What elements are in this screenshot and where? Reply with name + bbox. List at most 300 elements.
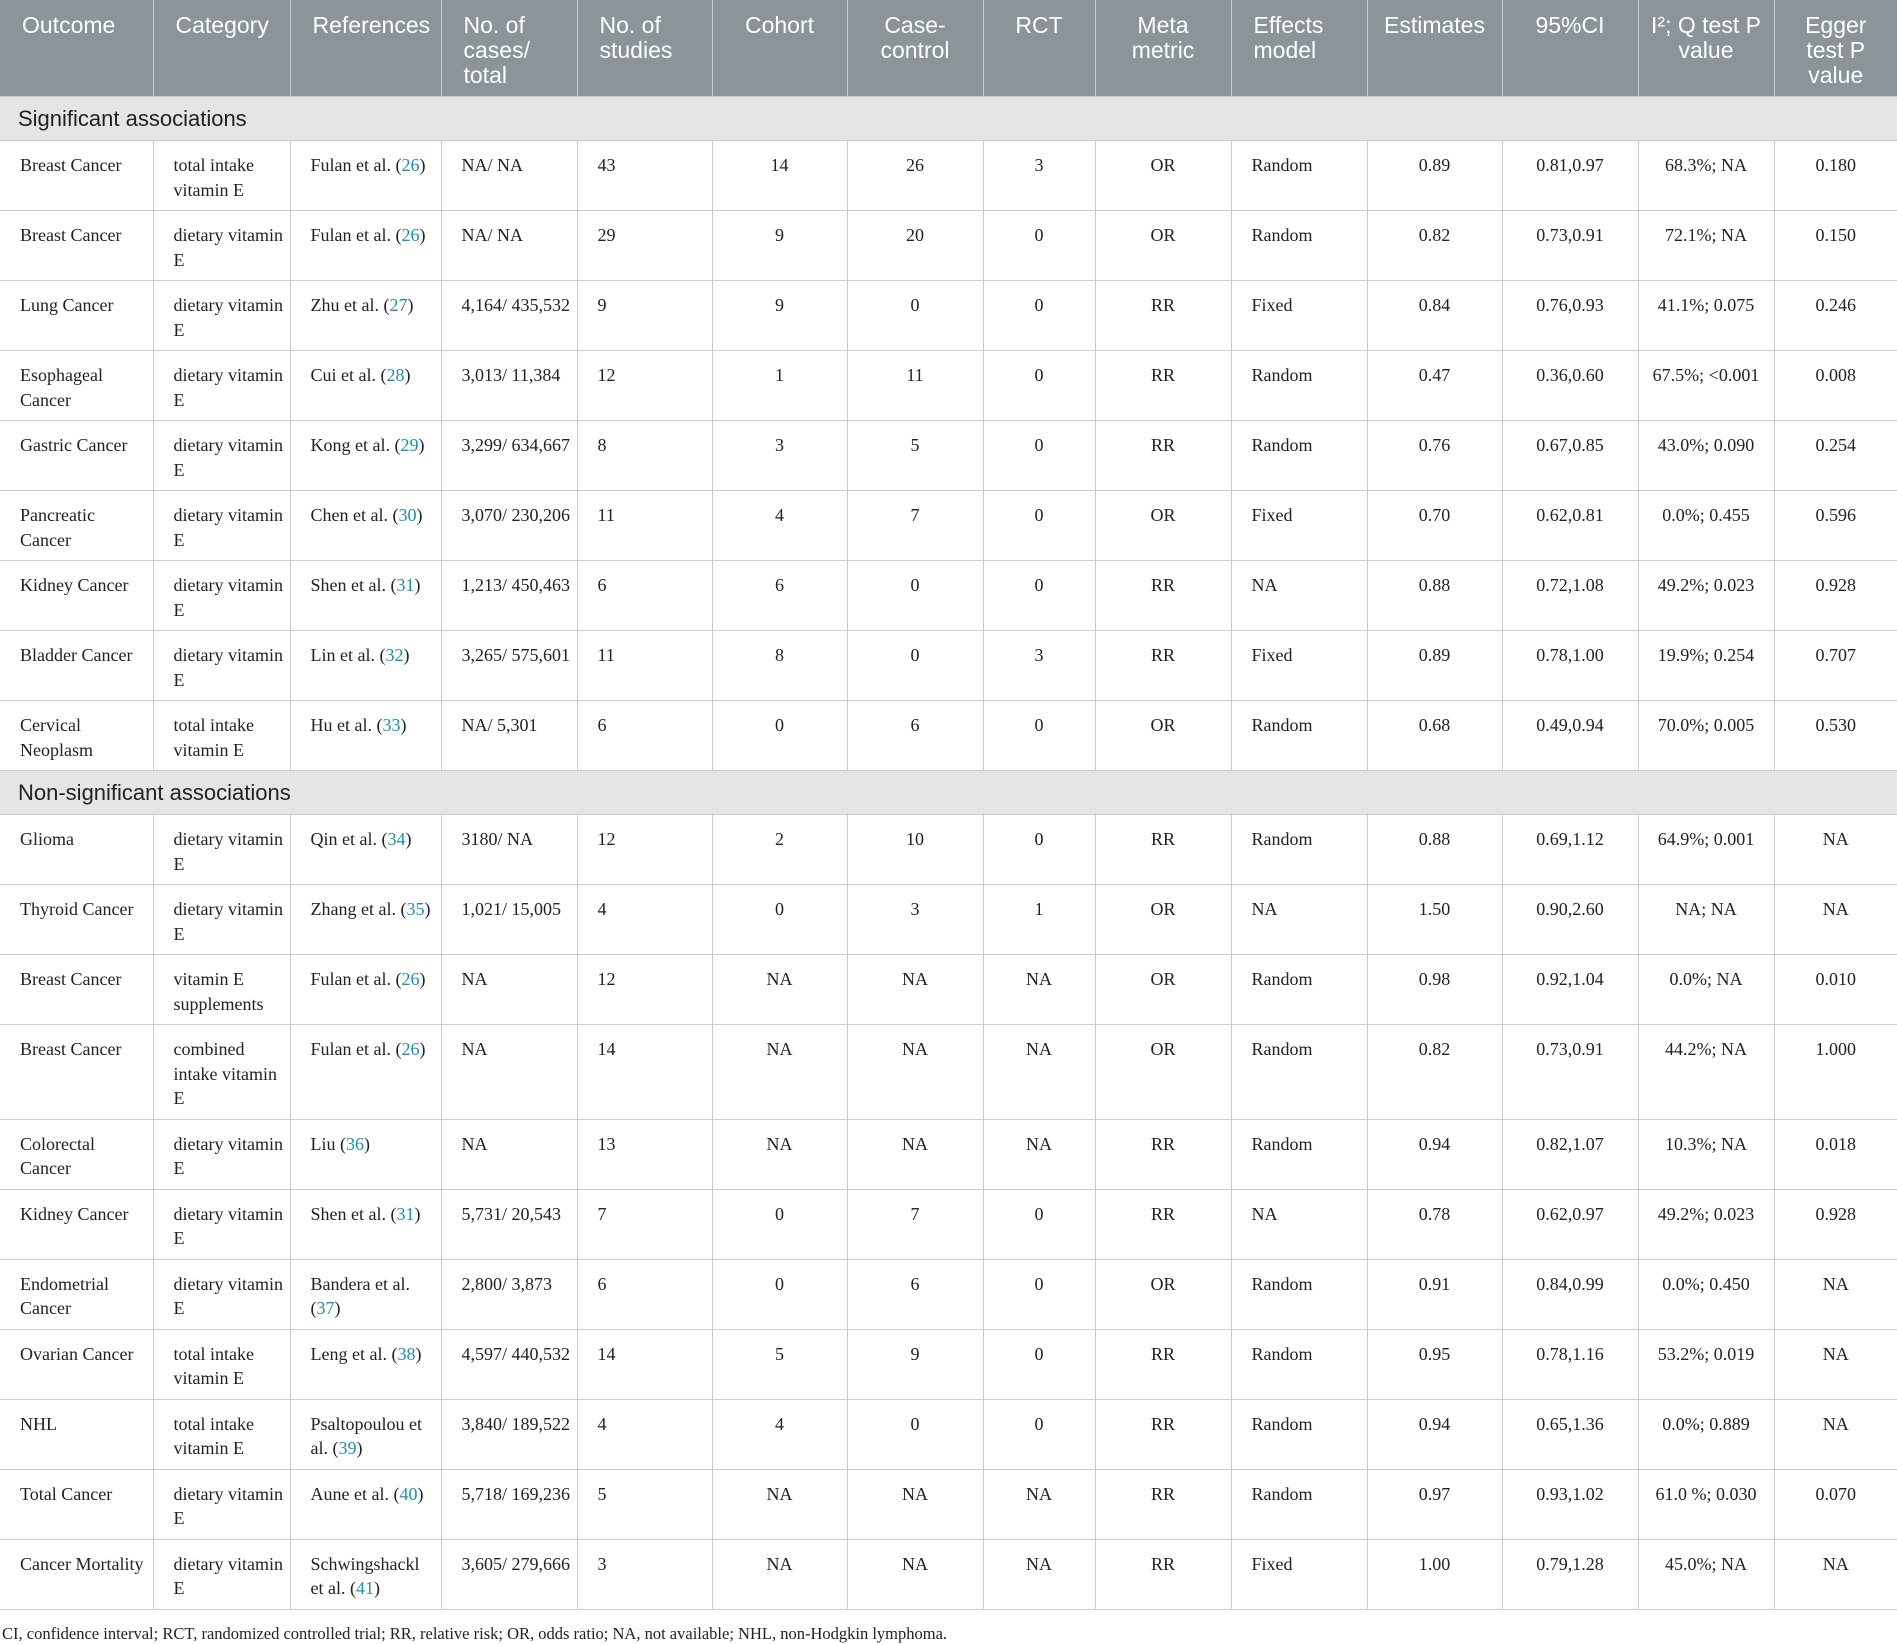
- category-cell: total intake vitamin E: [153, 1329, 290, 1399]
- i2-q-cell: 0.0%; 0.889: [1638, 1399, 1774, 1469]
- case-control-cell: NA: [847, 1025, 983, 1120]
- citation-link[interactable]: 39: [338, 1438, 357, 1458]
- egger-cell: 0.596: [1774, 491, 1897, 561]
- cases-total-cell: 3,299/ 634,667: [441, 421, 577, 491]
- studies-cell: 6: [577, 561, 712, 631]
- case-control-cell: NA: [847, 1539, 983, 1609]
- reference-close: ): [405, 829, 412, 849]
- effects-model-cell: NA: [1231, 561, 1367, 631]
- col-header-case-control: Case-control: [847, 0, 983, 97]
- rct-cell: 0: [983, 561, 1095, 631]
- citation-link[interactable]: 26: [401, 155, 420, 175]
- rct-cell: 0: [983, 281, 1095, 351]
- category-cell: dietary vitamin E: [153, 1189, 290, 1259]
- i2-q-cell: 61.0 %; 0.030: [1638, 1469, 1774, 1539]
- col-header-egger: Egger test P value: [1774, 0, 1897, 97]
- cohort-cell: 6: [712, 561, 847, 631]
- table-row: [0, 701, 1897, 771]
- studies-cell: 13: [577, 1119, 712, 1189]
- section-header-row: [0, 97, 1897, 141]
- ci-cell: 0.84,0.99: [1502, 1259, 1638, 1329]
- cases-total-cell: 4,164/ 435,532: [441, 281, 577, 351]
- studies-cell: 43: [577, 141, 712, 211]
- outcome-cell: Bladder Cancer: [0, 631, 153, 701]
- rct-cell: 0: [983, 815, 1095, 885]
- table-row: [0, 1539, 1897, 1609]
- col-header-cohort: Cohort: [712, 0, 847, 97]
- egger-cell: 0.150: [1774, 211, 1897, 281]
- cases-total-cell: 1,021/ 15,005: [441, 885, 577, 955]
- estimate-cell: 0.47: [1367, 351, 1502, 421]
- outcome-cell: Kidney Cancer: [0, 561, 153, 631]
- effects-model-cell: Random: [1231, 1399, 1367, 1469]
- col-header-meta-metric: Meta metric: [1095, 0, 1231, 97]
- ci-cell: 0.69,1.12: [1502, 815, 1638, 885]
- table-row: [0, 561, 1897, 631]
- ci-cell: 0.76,0.93: [1502, 281, 1638, 351]
- meta-metric-cell: OR: [1095, 141, 1231, 211]
- col-header-outcome: Outcome: [0, 0, 153, 97]
- reference-close: ): [414, 575, 421, 595]
- citation-link[interactable]: 29: [400, 435, 419, 455]
- table-row: [0, 1329, 1897, 1399]
- rct-cell: 0: [983, 491, 1095, 561]
- egger-cell: 0.254: [1774, 421, 1897, 491]
- estimate-cell: 1.00: [1367, 1539, 1502, 1609]
- studies-cell: 12: [577, 351, 712, 421]
- meta-metric-cell: RR: [1095, 1119, 1231, 1189]
- egger-cell: 0.010: [1774, 955, 1897, 1025]
- effects-model-cell: Random: [1231, 141, 1367, 211]
- i2-q-cell: 0.0%; 0.450: [1638, 1259, 1774, 1329]
- ci-cell: 0.82,1.07: [1502, 1119, 1638, 1189]
- reference-close: ): [373, 1578, 380, 1598]
- rct-cell: NA: [983, 1025, 1095, 1120]
- meta-metric-cell: RR: [1095, 1469, 1231, 1539]
- col-header-effects-model: Effects model: [1231, 0, 1367, 97]
- reference-text: Lin et al. (: [310, 645, 386, 665]
- cohort-cell: NA: [712, 1119, 847, 1189]
- category-cell: dietary vitamin E: [153, 1119, 290, 1189]
- outcome-cell: Cancer Mortality: [0, 1539, 153, 1609]
- meta-metric-cell: RR: [1095, 561, 1231, 631]
- i2-q-cell: 10.3%; NA: [1638, 1119, 1774, 1189]
- i2-q-cell: 49.2%; 0.023: [1638, 1189, 1774, 1259]
- category-cell: dietary vitamin E: [153, 1469, 290, 1539]
- outcome-cell: Gastric Cancer: [0, 421, 153, 491]
- case-control-cell: 3: [847, 885, 983, 955]
- i2-q-cell: 0.0%; 0.455: [1638, 491, 1774, 561]
- cohort-cell: NA: [712, 1539, 847, 1609]
- citation-link[interactable]: 31: [396, 575, 415, 595]
- case-control-cell: NA: [847, 1469, 983, 1539]
- egger-cell: NA: [1774, 885, 1897, 955]
- meta-metric-cell: RR: [1095, 1189, 1231, 1259]
- effects-model-cell: Random: [1231, 1259, 1367, 1329]
- effects-model-cell: Random: [1231, 1025, 1367, 1120]
- case-control-cell: 6: [847, 701, 983, 771]
- outcome-cell: NHL: [0, 1399, 153, 1469]
- outcome-cell: Lung Cancer: [0, 281, 153, 351]
- reference-text: Chen et al. (: [310, 505, 399, 525]
- outcome-cell: Kidney Cancer: [0, 1189, 153, 1259]
- case-control-cell: NA: [847, 955, 983, 1025]
- citation-link[interactable]: 30: [398, 505, 417, 525]
- rct-cell: 3: [983, 141, 1095, 211]
- citation-link[interactable]: 33: [382, 715, 401, 735]
- citation-link[interactable]: 27: [389, 295, 408, 315]
- reference-text: Shen et al. (: [310, 1203, 397, 1224]
- outcome-cell: Glioma: [0, 815, 153, 885]
- outcome-cell: Thyroid Cancer: [0, 885, 153, 955]
- meta-metric-cell: OR: [1095, 955, 1231, 1025]
- i2-q-cell: 53.2%; 0.019: [1638, 1329, 1774, 1399]
- category-cell: dietary vitamin E: [153, 1539, 290, 1609]
- effects-model-cell: Random: [1231, 351, 1367, 421]
- reference-text: Hu et al. (: [310, 715, 383, 735]
- reference-text: Fulan et al. (: [310, 225, 402, 245]
- case-control-cell: 11: [847, 351, 983, 421]
- citation-link[interactable]: 31: [396, 1203, 415, 1224]
- outcome-cell: Breast Cancer: [0, 211, 153, 281]
- effects-model-cell: Fixed: [1231, 631, 1367, 701]
- meta-metric-cell: OR: [1095, 1025, 1231, 1120]
- i2-q-cell: 41.1%; 0.075: [1638, 281, 1774, 351]
- studies-cell: 11: [577, 491, 712, 561]
- egger-cell: NA: [1774, 1259, 1897, 1329]
- reference-text: Zhang et al. (: [310, 899, 407, 919]
- reference-close: ): [403, 645, 410, 665]
- ci-cell: 0.72,1.08: [1502, 561, 1638, 631]
- outcome-cell: Breast Cancer: [0, 955, 153, 1025]
- cohort-cell: 8: [712, 631, 847, 701]
- studies-cell: 8: [577, 421, 712, 491]
- reference-close: ): [414, 1203, 421, 1224]
- citation-link[interactable]: 38: [397, 1343, 416, 1364]
- ci-cell: 0.93,1.02: [1502, 1469, 1638, 1539]
- egger-cell: 0.008: [1774, 351, 1897, 421]
- citation-link[interactable]: 26: [401, 1039, 420, 1059]
- meta-metric-cell: OR: [1095, 211, 1231, 281]
- cases-total-cell: 3,013/ 11,384: [441, 351, 577, 421]
- rct-cell: 0: [983, 1189, 1095, 1259]
- reference-text: Qin et al. (: [310, 829, 388, 849]
- citation-link[interactable]: 26: [401, 225, 420, 245]
- table-row: [0, 141, 1897, 211]
- egger-cell: NA: [1774, 1399, 1897, 1469]
- cases-total-cell: 1,213/ 450,463: [441, 561, 577, 631]
- cohort-cell: NA: [712, 955, 847, 1025]
- i2-q-cell: 19.9%; 0.254: [1638, 631, 1774, 701]
- col-header-ci: 95%CI: [1502, 0, 1638, 97]
- ci-cell: 0.67,0.85: [1502, 421, 1638, 491]
- reference-close: ): [418, 435, 425, 455]
- citation-link[interactable]: 35: [406, 899, 425, 919]
- reference-text: Kong et al. (: [310, 435, 401, 455]
- category-cell: dietary vitamin E: [153, 421, 290, 491]
- reference-cell: [290, 885, 441, 955]
- egger-cell: 0.530: [1774, 701, 1897, 771]
- reference-close: ): [415, 1343, 422, 1364]
- case-control-cell: 7: [847, 491, 983, 561]
- ci-cell: 0.81,0.97: [1502, 141, 1638, 211]
- studies-cell: 12: [577, 815, 712, 885]
- reference-cell: [290, 421, 441, 491]
- effects-model-cell: Random: [1231, 1469, 1367, 1539]
- meta-metric-cell: RR: [1095, 631, 1231, 701]
- reference-text: Bandera et al. (: [310, 1273, 410, 1318]
- studies-cell: 29: [577, 211, 712, 281]
- case-control-cell: 20: [847, 211, 983, 281]
- i2-q-cell: 0.0%; NA: [1638, 955, 1774, 1025]
- i2-q-cell: 44.2%; NA: [1638, 1025, 1774, 1120]
- table-row: [0, 1119, 1897, 1189]
- category-cell: total intake vitamin E: [153, 141, 290, 211]
- meta-metric-cell: OR: [1095, 1259, 1231, 1329]
- egger-cell: 0.018: [1774, 1119, 1897, 1189]
- reference-cell: [290, 1189, 441, 1259]
- i2-q-cell: 68.3%; NA: [1638, 141, 1774, 211]
- ci-cell: 0.65,1.36: [1502, 1399, 1638, 1469]
- table-row: [0, 885, 1897, 955]
- ci-cell: 0.36,0.60: [1502, 351, 1638, 421]
- i2-q-cell: 64.9%; 0.001: [1638, 815, 1774, 885]
- rct-cell: 0: [983, 211, 1095, 281]
- meta-metric-cell: RR: [1095, 1539, 1231, 1609]
- cases-total-cell: NA/ 5,301: [441, 701, 577, 771]
- cohort-cell: 9: [712, 211, 847, 281]
- rct-cell: 3: [983, 631, 1095, 701]
- effects-model-cell: Random: [1231, 701, 1367, 771]
- table-row: [0, 1469, 1897, 1539]
- cohort-cell: 3: [712, 421, 847, 491]
- egger-cell: 0.928: [1774, 1189, 1897, 1259]
- citation-link[interactable]: 28: [386, 365, 405, 385]
- reference-cell: [290, 815, 441, 885]
- meta-metric-cell: OR: [1095, 491, 1231, 561]
- reference-cell: [290, 631, 441, 701]
- meta-metric-cell: RR: [1095, 1329, 1231, 1399]
- citation-link[interactable]: 26: [401, 969, 420, 989]
- reference-cell: [290, 1539, 441, 1609]
- studies-cell: 9: [577, 281, 712, 351]
- reference-cell: [290, 351, 441, 421]
- cases-total-cell: 3,605/ 279,666: [441, 1539, 577, 1609]
- citation-link[interactable]: 37: [316, 1298, 335, 1318]
- reference-close: ): [419, 225, 426, 245]
- studies-cell: 4: [577, 1399, 712, 1469]
- cohort-cell: 9: [712, 281, 847, 351]
- reference-close: ): [419, 155, 426, 175]
- category-cell: dietary vitamin E: [153, 491, 290, 561]
- effects-model-cell: NA: [1231, 885, 1367, 955]
- reference-cell: [290, 491, 441, 561]
- reference-text: Schwingshackl et al. (: [310, 1553, 420, 1598]
- reference-cell: [290, 1329, 441, 1399]
- estimate-cell: 0.94: [1367, 1119, 1502, 1189]
- case-control-cell: 10: [847, 815, 983, 885]
- cohort-cell: 0: [712, 1189, 847, 1259]
- outcome-cell: Colorectal Cancer: [0, 1119, 153, 1189]
- ci-cell: 0.78,1.16: [1502, 1329, 1638, 1399]
- cohort-cell: 1: [712, 351, 847, 421]
- estimate-cell: 0.89: [1367, 141, 1502, 211]
- studies-cell: 11: [577, 631, 712, 701]
- table-row: [0, 351, 1897, 421]
- case-control-cell: 9: [847, 1329, 983, 1399]
- header-row: [0, 0, 1897, 97]
- ci-cell: 0.78,1.00: [1502, 631, 1638, 701]
- estimate-cell: 0.68: [1367, 701, 1502, 771]
- reference-close: ): [364, 1133, 370, 1154]
- reference-close: ): [356, 1438, 363, 1458]
- reference-close: ): [417, 1483, 424, 1504]
- col-header-rct: RCT: [983, 0, 1095, 97]
- table-body: [0, 97, 1897, 1610]
- estimate-cell: 0.94: [1367, 1399, 1502, 1469]
- case-control-cell: 5: [847, 421, 983, 491]
- estimate-cell: 1.50: [1367, 885, 1502, 955]
- table-footnote: CI, confidence interval; RCT, randomized controlled trial; RR, relative risk; OR, odds ratio; NA, not available; NHL, non-Hodgkin lymphoma.: [2, 1623, 948, 1643]
- cases-total-cell: 5,731/ 20,543: [441, 1189, 577, 1259]
- egger-cell: 0.180: [1774, 141, 1897, 211]
- meta-metric-cell: RR: [1095, 1399, 1231, 1469]
- case-control-cell: 26: [847, 141, 983, 211]
- i2-q-cell: NA; NA: [1638, 885, 1774, 955]
- studies-cell: 6: [577, 701, 712, 771]
- i2-q-cell: 67.5%; <0.001: [1638, 351, 1774, 421]
- estimate-cell: 0.88: [1367, 561, 1502, 631]
- ci-cell: 0.92,1.04: [1502, 955, 1638, 1025]
- cases-total-cell: NA: [441, 1119, 577, 1189]
- reference-text: Zhu et al. (: [310, 295, 390, 315]
- estimate-cell: 0.84: [1367, 281, 1502, 351]
- cohort-cell: 0: [712, 1259, 847, 1329]
- reference-cell: [290, 1259, 441, 1329]
- reference-text: Fulan et al. (: [310, 969, 402, 989]
- section-label: Significant associations: [0, 97, 1897, 141]
- rct-cell: NA: [983, 1469, 1095, 1539]
- cohort-cell: 0: [712, 701, 847, 771]
- estimate-cell: 0.78: [1367, 1189, 1502, 1259]
- egger-cell: 0.928: [1774, 561, 1897, 631]
- rct-cell: 0: [983, 421, 1095, 491]
- outcome-cell: Breast Cancer: [0, 141, 153, 211]
- ci-cell: 0.62,0.97: [1502, 1189, 1638, 1259]
- citation-link[interactable]: 36: [346, 1133, 364, 1154]
- studies-cell: 6: [577, 1259, 712, 1329]
- rct-cell: 1: [983, 885, 1095, 955]
- i2-q-cell: 70.0%; 0.005: [1638, 701, 1774, 771]
- citation-link[interactable]: 40: [399, 1483, 418, 1504]
- reference-text: Liu (: [310, 1133, 346, 1154]
- reference-text: Fulan et al. (: [310, 1039, 402, 1059]
- cases-total-cell: 4,597/ 440,532: [441, 1329, 577, 1399]
- studies-cell: 5: [577, 1469, 712, 1539]
- rct-cell: 0: [983, 351, 1095, 421]
- meta-metric-cell: OR: [1095, 885, 1231, 955]
- table-row: [0, 631, 1897, 701]
- reference-cell: [290, 1399, 441, 1469]
- cases-total-cell: 3,265/ 575,601: [441, 631, 577, 701]
- cohort-cell: NA: [712, 1025, 847, 1120]
- col-header-i2-q: I²; Q test P value: [1638, 0, 1774, 97]
- studies-cell: 12: [577, 955, 712, 1025]
- category-cell: dietary vitamin E: [153, 815, 290, 885]
- citation-link[interactable]: 34: [387, 829, 406, 849]
- citation-link[interactable]: 41: [355, 1578, 374, 1598]
- table-row: [0, 1025, 1897, 1120]
- rct-cell: 0: [983, 1329, 1095, 1399]
- reference-close: ): [400, 715, 407, 735]
- section-label: Non-significant associations: [0, 771, 1897, 815]
- case-control-cell: 7: [847, 1189, 983, 1259]
- rct-cell: NA: [983, 955, 1095, 1025]
- estimate-cell: 0.98: [1367, 955, 1502, 1025]
- estimate-cell: 0.89: [1367, 631, 1502, 701]
- reference-cell: [290, 1469, 441, 1539]
- reference-close: ): [334, 1298, 341, 1318]
- case-control-cell: NA: [847, 1119, 983, 1189]
- reference-text: Psaltopoulou et al. (: [310, 1413, 422, 1458]
- egger-cell: 0.246: [1774, 281, 1897, 351]
- case-control-cell: 0: [847, 631, 983, 701]
- studies-cell: 3: [577, 1539, 712, 1609]
- ci-cell: 0.73,0.91: [1502, 211, 1638, 281]
- rct-cell: NA: [983, 1119, 1095, 1189]
- reference-text: Fulan et al. (: [310, 155, 402, 175]
- cohort-cell: 14: [712, 141, 847, 211]
- studies-cell: 14: [577, 1329, 712, 1399]
- table-row: [0, 421, 1897, 491]
- category-cell: total intake vitamin E: [153, 701, 290, 771]
- cohort-cell: 2: [712, 815, 847, 885]
- cohort-cell: 4: [712, 491, 847, 561]
- table-row: [0, 1399, 1897, 1469]
- case-control-cell: 6: [847, 1259, 983, 1329]
- cohort-cell: 4: [712, 1399, 847, 1469]
- category-cell: dietary vitamin E: [153, 281, 290, 351]
- egger-cell: 0.707: [1774, 631, 1897, 701]
- effects-model-cell: NA: [1231, 1189, 1367, 1259]
- reference-text: Leng et al. (: [310, 1343, 398, 1364]
- cases-total-cell: 3,070/ 230,206: [441, 491, 577, 561]
- reference-cell: [290, 701, 441, 771]
- cohort-cell: 5: [712, 1329, 847, 1399]
- category-cell: dietary vitamin E: [153, 211, 290, 281]
- col-header-category: Category: [153, 0, 290, 97]
- reference-close: ): [419, 969, 426, 989]
- cases-total-cell: NA: [441, 955, 577, 1025]
- effects-model-cell: Random: [1231, 1119, 1367, 1189]
- table-row: [0, 211, 1897, 281]
- effects-model-cell: Random: [1231, 211, 1367, 281]
- studies-cell: 4: [577, 885, 712, 955]
- citation-link[interactable]: 32: [385, 645, 404, 665]
- cohort-cell: NA: [712, 1469, 847, 1539]
- reference-text: Shen et al. (: [310, 575, 397, 595]
- effects-model-cell: Random: [1231, 955, 1367, 1025]
- ci-cell: 0.79,1.28: [1502, 1539, 1638, 1609]
- studies-cell: 7: [577, 1189, 712, 1259]
- i2-q-cell: 72.1%; NA: [1638, 211, 1774, 281]
- cases-total-cell: 5,718/ 169,236: [441, 1469, 577, 1539]
- reference-close: ): [404, 365, 411, 385]
- i2-q-cell: 43.0%; 0.090: [1638, 421, 1774, 491]
- egger-cell: NA: [1774, 1329, 1897, 1399]
- estimate-cell: 0.91: [1367, 1259, 1502, 1329]
- i2-q-cell: 49.2%; 0.023: [1638, 561, 1774, 631]
